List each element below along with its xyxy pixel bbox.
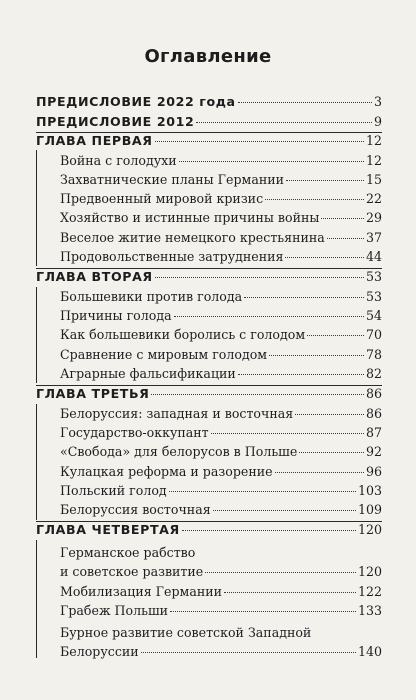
toc-entry[interactable]	[60, 644, 382, 660]
toc-entry-text: Сравнение с мировым голодом	[60, 347, 268, 362]
toc-entry[interactable]	[60, 249, 382, 265]
toc-chapter-4[interactable]	[36, 522, 382, 538]
toc-page-number: 78	[365, 347, 382, 362]
toc-page-number: 22	[365, 191, 382, 206]
toc-chapter-3[interactable]	[36, 386, 382, 402]
toc-entry[interactable]	[60, 603, 382, 619]
dot-leader	[275, 472, 364, 473]
dot-leader	[238, 102, 372, 103]
toc-page-number: 70	[365, 327, 382, 342]
toc-entry-text: Веселое житие немецкого крестьянина	[60, 230, 325, 245]
dot-leader	[286, 180, 364, 181]
dot-leader	[213, 510, 356, 511]
dot-leader	[155, 277, 364, 278]
toc-entry-text: Государство-оккупант	[60, 425, 209, 440]
toc-page-number: 15	[365, 172, 382, 187]
toc-entry-text: Причины голода	[60, 308, 172, 323]
dot-leader	[174, 316, 364, 317]
toc-entry[interactable]	[60, 210, 382, 226]
dot-leader	[182, 530, 356, 531]
toc-entry-text: Большевики против голода	[60, 289, 243, 304]
toc-chapter-2[interactable]	[36, 269, 382, 285]
toc-page-number: 87	[365, 425, 382, 440]
toc-entry-text: Мобилизация Германии	[60, 584, 223, 599]
dot-leader	[244, 297, 364, 298]
toc-page-number: 9	[373, 114, 382, 129]
chapter-side-bar	[36, 404, 37, 520]
toc-entry[interactable]	[60, 153, 382, 169]
toc-page-number: 29	[365, 210, 382, 225]
toc-entry[interactable]	[60, 444, 382, 460]
toc-entry[interactable]	[60, 425, 382, 441]
dot-leader	[327, 238, 364, 239]
toc-entry[interactable]	[60, 308, 382, 324]
dot-leader	[170, 611, 356, 612]
toc-page-number: 120	[357, 522, 382, 537]
toc-entry[interactable]	[60, 327, 382, 343]
toc-page-number: 82	[365, 366, 382, 381]
toc-page-number: 103	[357, 483, 382, 498]
toc-entry[interactable]	[60, 366, 382, 382]
dot-leader	[321, 218, 364, 219]
toc-page-number: 54	[365, 308, 382, 323]
toc-entry-preface-2022[interactable]	[36, 94, 382, 110]
toc-entry-text: Белоруссия: западная и восточная	[60, 406, 294, 421]
toc-entry-text: Белоруссии	[60, 644, 139, 659]
dot-leader	[211, 433, 364, 434]
toc-page-number: 140	[357, 644, 382, 659]
dot-leader	[179, 161, 364, 162]
toc-entry-text: Захватнические планы Германии	[60, 172, 285, 187]
toc-entry[interactable]	[60, 502, 382, 518]
toc-entry-text: Белоруссия восточная	[60, 502, 211, 517]
dot-leader	[238, 374, 364, 375]
toc-page-number: 44	[365, 249, 382, 264]
toc-entry-text: ГЛАВА ТРЕТЬЯ	[36, 386, 150, 401]
toc-chapter-1[interactable]	[36, 133, 382, 149]
dot-leader	[224, 592, 356, 593]
toc-entry-text: Как большевики боролись с голодом	[60, 327, 306, 342]
toc-entry-text: Польский голод	[60, 483, 167, 498]
chapter-side-bar	[36, 540, 37, 658]
toc-page-number: 96	[365, 464, 382, 479]
toc-page-number: 12	[365, 153, 382, 168]
toc-entry-text: «Свобода» для белорусов в Польше	[60, 444, 298, 459]
toc-entry-text: Грабеж Польши	[60, 603, 169, 618]
toc-entry-first-line[interactable]: Бурное развитие советской Западной	[60, 625, 312, 640]
dot-leader	[265, 199, 364, 200]
toc-entry-text: Предвоенный мировой кризис	[60, 191, 264, 206]
toc-entry-text: Продовольственные затруднения	[60, 249, 284, 264]
toc-entry[interactable]	[60, 584, 382, 600]
dot-leader	[155, 141, 364, 142]
toc-page-number: 86	[365, 406, 382, 421]
toc-page-number: 12	[365, 133, 382, 148]
toc-page-number: 3	[373, 94, 382, 109]
chapter-side-bar	[36, 287, 37, 383]
dot-leader	[295, 414, 364, 415]
dot-leader	[307, 335, 364, 336]
toc-entry[interactable]	[60, 483, 382, 499]
dot-leader	[299, 452, 364, 453]
toc-entry-text: ПРЕДИСЛОВИЕ 2022 года	[36, 94, 236, 109]
toc-entry[interactable]	[60, 406, 382, 422]
toc-page-number: 122	[357, 584, 382, 599]
toc-page-number: 53	[365, 269, 382, 284]
toc-entry-text: ГЛАВА ВТОРАЯ	[36, 269, 153, 284]
toc-page-number: 120	[357, 564, 382, 579]
toc-page-number: 53	[365, 289, 382, 304]
toc-entry-text: Война с голодухи	[60, 153, 177, 168]
dot-leader	[169, 491, 356, 492]
toc-page-number: 86	[365, 386, 382, 401]
toc-entry[interactable]	[60, 289, 382, 305]
toc-entry-text: Кулацкая реформа и разорение	[60, 464, 273, 479]
toc-page-number: 109	[357, 502, 382, 517]
toc-page-number: 92	[365, 444, 382, 459]
toc-entry[interactable]	[60, 191, 382, 207]
dot-leader	[269, 355, 364, 356]
toc-entry-text: ГЛАВА ЧЕТВЕРТАЯ	[36, 522, 180, 537]
page-title: Оглавление	[144, 46, 272, 67]
toc-entry-preface-2012[interactable]	[36, 114, 382, 130]
dot-leader	[141, 652, 356, 653]
chapter-side-bar	[36, 150, 37, 266]
toc-entry[interactable]	[60, 347, 382, 363]
dot-leader	[285, 257, 363, 258]
toc-entry-text: Аграрные фальсификации	[60, 366, 236, 381]
dot-leader	[205, 572, 356, 573]
toc-entry[interactable]	[60, 230, 382, 246]
toc-entry[interactable]	[60, 464, 382, 480]
dot-leader	[196, 122, 372, 123]
toc-entry-text: Хозяйство и истинные причины войны	[60, 210, 320, 225]
toc-entry[interactable]	[60, 172, 382, 188]
toc-page-number: 37	[365, 230, 382, 245]
toc-entry[interactable]	[60, 564, 382, 580]
toc-entry-text: и советское развитие	[60, 564, 204, 579]
dot-leader	[151, 394, 363, 395]
toc-page-number: 133	[357, 603, 382, 618]
toc-entry-first-line[interactable]: Германское рабство	[60, 545, 196, 560]
toc-entry-text: ПРЕДИСЛОВИЕ 2012	[36, 114, 195, 129]
toc-entry-text: ГЛАВА ПЕРВАЯ	[36, 133, 153, 148]
